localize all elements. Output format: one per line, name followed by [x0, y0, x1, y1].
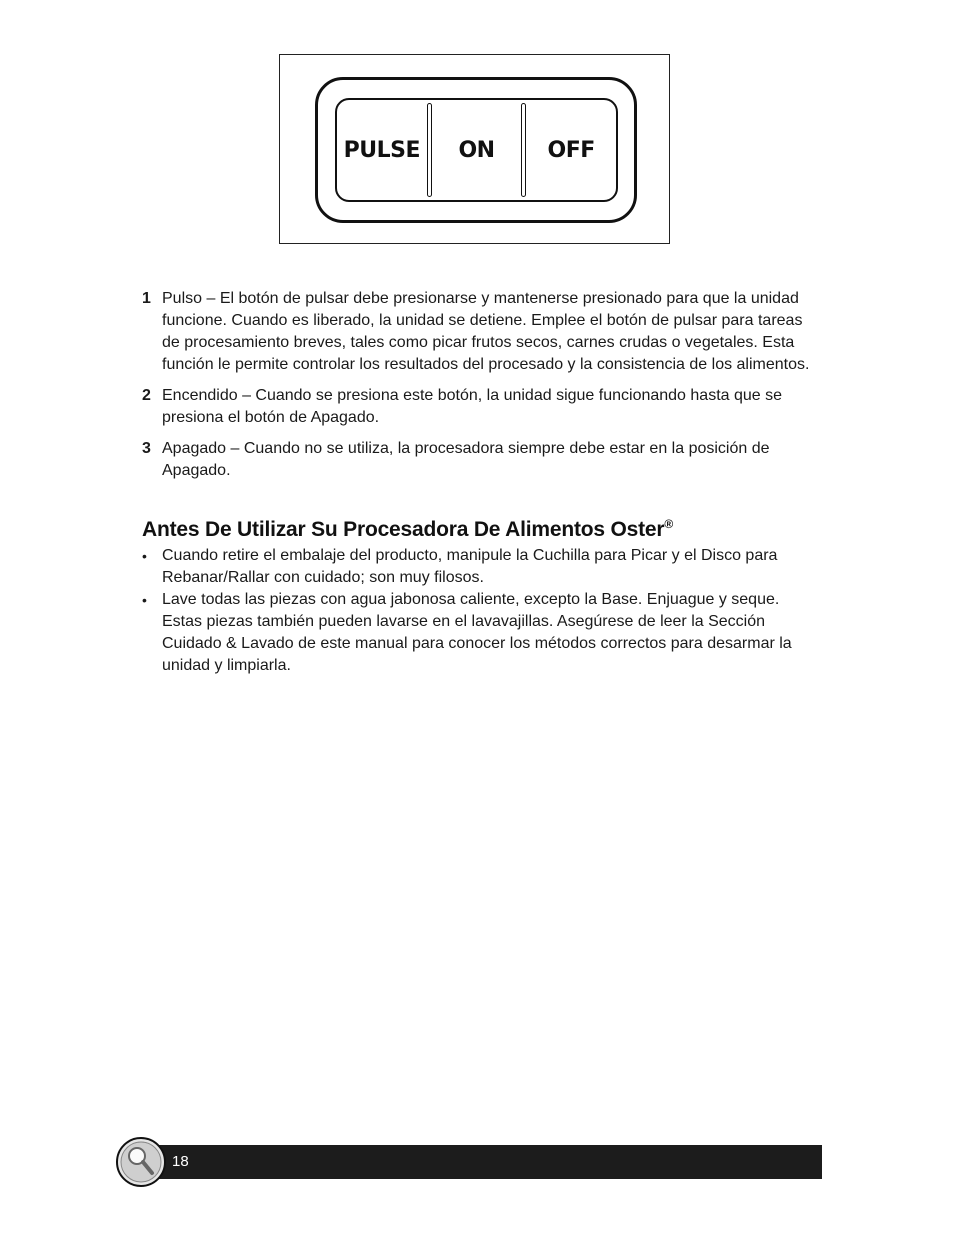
- pulse-button-illustration: PULSE: [343, 137, 421, 163]
- bullet-icon: •: [142, 592, 147, 608]
- item-text: Encendido – Cuando se presiona este botón, la unidad sigue funcionando hasta que se presiona el botón de Apagado.: [162, 387, 783, 426]
- bullet-list: [142, 545, 822, 677]
- registered-mark: ®: [664, 517, 674, 531]
- page-number: 18: [172, 1153, 189, 1170]
- list-item: [142, 438, 822, 482]
- control-panel-frame: [315, 77, 637, 223]
- section-heading: [142, 517, 673, 542]
- list-item: [142, 385, 822, 429]
- bullet-text: Lave todas las piezas con agua jabonosa caliente, excepto la Base. Enjuague y seque. Estas piezas también pueden lavarse en el lavavajillas. Asegúrese de leer la Sección Cuidado & Lavado de este manual para conocer los métodos correctos para desarmar la unidad y limpiarla.: [162, 591, 792, 674]
- on-button-illustration: ON: [458, 137, 495, 163]
- section-heading-text: Antes De Utilizar Su Procesadora De Alimentos Oster: [142, 518, 665, 541]
- item-text: Pulso – El botón de pulsar debe presionarse y mantenerse presionado para que la unidad funcione. Cuando es liberado, la unidad se detiene. Emplee el botón de pulsar para tareas de procesamiento breves, tales como picar frutos secos, carnes crudas o vegetales. Esta función le permite controlar los resultados del procesado y la consistencia de los alimentos.: [162, 290, 810, 373]
- list-item: [142, 589, 822, 677]
- instruction-list: [142, 288, 822, 491]
- item-number: 2: [142, 387, 151, 404]
- item-number: 1: [142, 290, 151, 307]
- list-item: [142, 288, 822, 376]
- off-button-illustration: OFF: [547, 137, 595, 163]
- list-item: [142, 545, 822, 589]
- bullet-text: Cuando retire el embalaje del producto, manipule la Cuchilla para Picar y el Disco para Rebanar/Rallar con cuidado; son muy filosos.: [162, 547, 778, 586]
- item-number: 3: [142, 440, 151, 457]
- control-panel-figure: [279, 54, 670, 244]
- bullet-icon: •: [142, 548, 147, 564]
- magnifier-icon: [116, 1137, 166, 1187]
- footer-bar: [148, 1145, 822, 1179]
- item-text: Apagado – Cuando no se utiliza, la procesadora siempre debe estar en la posición de Apagado.: [162, 440, 770, 479]
- control-panel-buttons: [335, 98, 618, 202]
